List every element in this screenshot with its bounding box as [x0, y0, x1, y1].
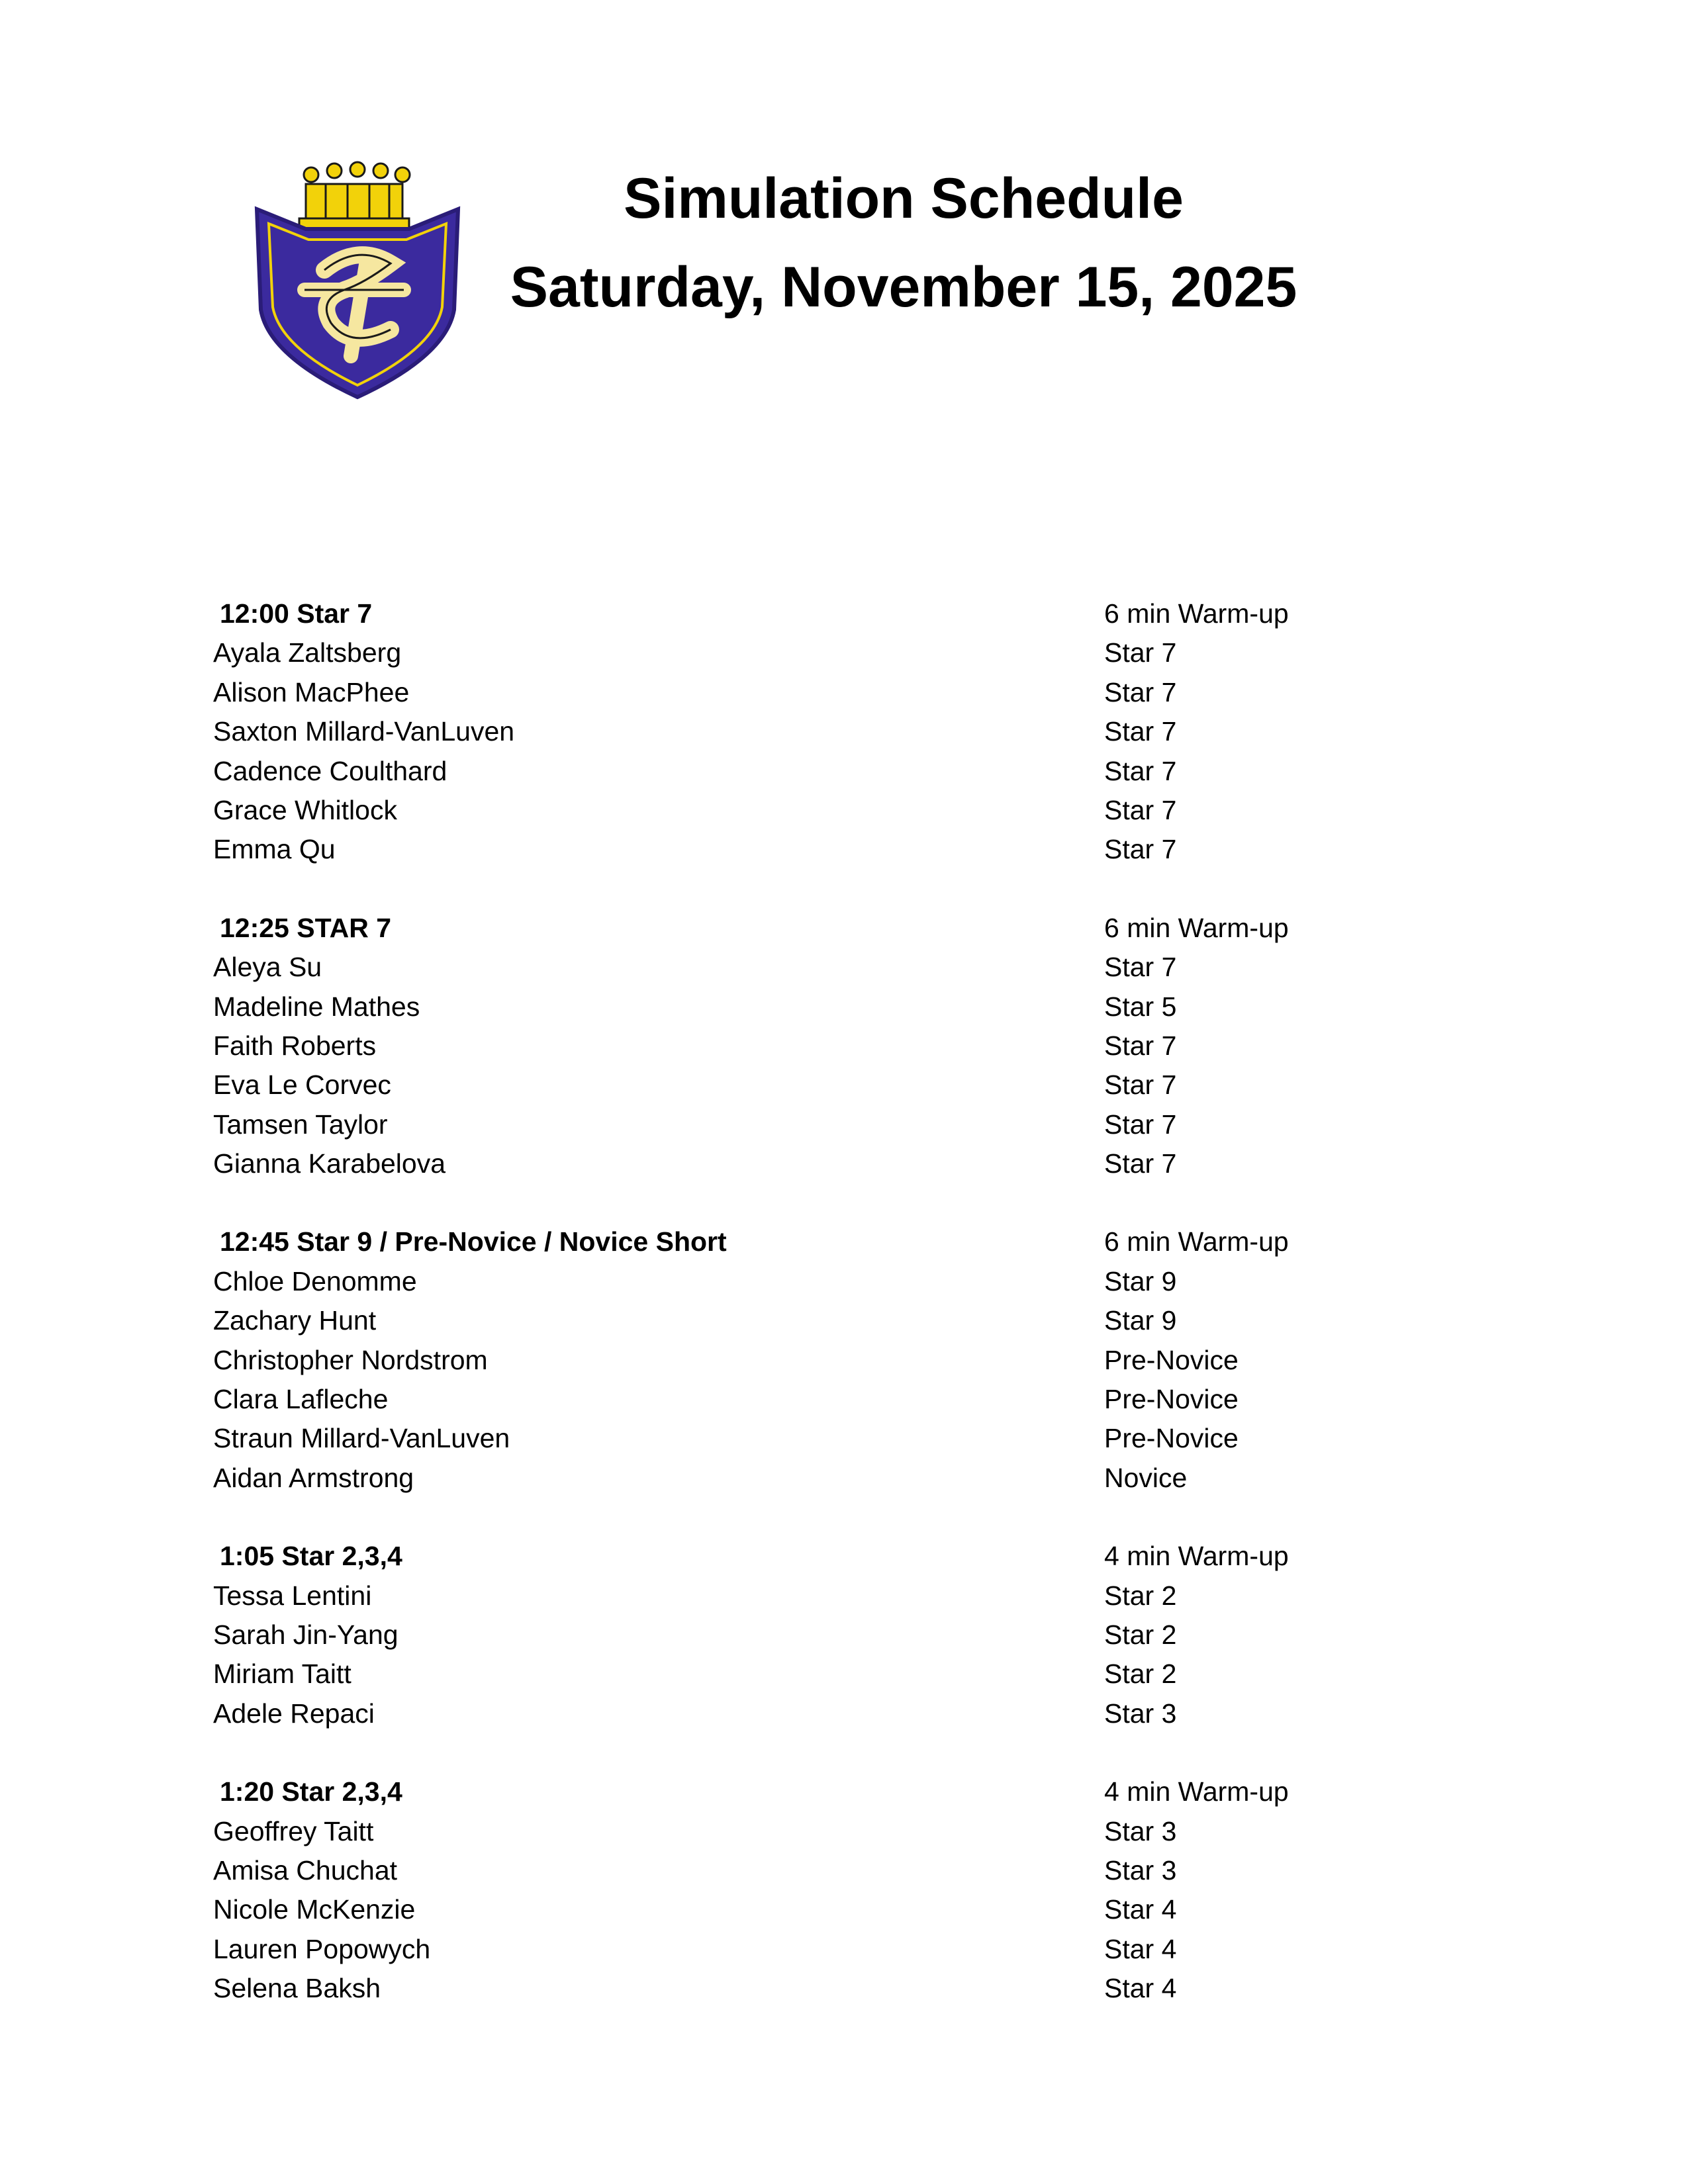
- skater-row: [213, 633, 1471, 672]
- group-time-label: 12:00 Star 7: [220, 598, 373, 629]
- skater-level: Star 4: [1104, 1894, 1177, 1925]
- skater-level: Pre-Novice: [1104, 1423, 1239, 1454]
- skater-row: [213, 752, 1471, 791]
- skater-name: Christopher Nordstrom: [213, 1344, 488, 1375]
- skater-name: Gianna Karabelova: [213, 1148, 446, 1179]
- skater-row: [213, 1459, 1471, 1498]
- skater-row: [213, 1615, 1471, 1655]
- skater-row: [213, 712, 1471, 751]
- skater-row: [213, 1105, 1471, 1144]
- skater-level: Star 9: [1104, 1305, 1177, 1336]
- skater-row: [213, 987, 1471, 1026]
- skater-row: [213, 1812, 1471, 1851]
- skater-name: Aidan Armstrong: [213, 1462, 414, 1493]
- group-header: [213, 909, 1471, 948]
- skater-row: [213, 673, 1471, 712]
- skater-row: [213, 1144, 1471, 1183]
- group-warmup: 4 min Warm-up: [1104, 1541, 1289, 1572]
- skater-name: Geoffrey Taitt: [213, 1815, 374, 1846]
- skater-name: Amisa Chuchat: [213, 1854, 398, 1886]
- skater-row: [213, 1419, 1471, 1458]
- skater-name: Sarah Jin-Yang: [213, 1619, 399, 1650]
- skater-level: Star 2: [1104, 1580, 1177, 1611]
- skater-row: [213, 1341, 1471, 1380]
- schedule-group: [213, 909, 1471, 1184]
- skater-row: [213, 830, 1471, 869]
- skater-level: Star 5: [1104, 991, 1177, 1022]
- skater-level: Star 7: [1104, 952, 1177, 983]
- skater-name: Miriam Taitt: [213, 1659, 352, 1690]
- group-warmup: 6 min Warm-up: [1104, 912, 1289, 943]
- skater-name: Chloe Denomme: [213, 1265, 417, 1297]
- skater-row: [213, 1026, 1471, 1066]
- group-header: [213, 1772, 1471, 1811]
- skater-level: Star 7: [1104, 794, 1177, 825]
- skater-row: [213, 1694, 1471, 1733]
- skater-level: Star 9: [1104, 1265, 1177, 1297]
- skater-level: Star 4: [1104, 1933, 1177, 1964]
- skater-level: Star 3: [1104, 1815, 1177, 1846]
- skater-name: Clara Lafleche: [213, 1384, 389, 1415]
- skater-level: Star 2: [1104, 1659, 1177, 1690]
- skater-level: Novice: [1104, 1462, 1188, 1493]
- skater-name: Straun Millard-VanLuven: [213, 1423, 510, 1454]
- skater-row: [213, 1890, 1471, 1929]
- skater-row: [213, 1066, 1471, 1105]
- skater-level: Star 7: [1104, 676, 1177, 707]
- skater-level: Star 7: [1104, 1030, 1177, 1061]
- skater-level: Star 7: [1104, 716, 1177, 747]
- group-time-label: 12:25 STAR 7: [220, 912, 392, 943]
- skater-name: Emma Qu: [213, 834, 336, 865]
- skater-name: Nicole McKenzie: [213, 1894, 416, 1925]
- group-header: [213, 1222, 1471, 1261]
- skater-name: Grace Whitlock: [213, 794, 397, 825]
- skater-level: Star 7: [1104, 834, 1177, 865]
- skater-level: Pre-Novice: [1104, 1384, 1239, 1415]
- skater-name: Saxton Millard-VanLuven: [213, 716, 515, 747]
- skater-row: [213, 1380, 1471, 1419]
- skater-name: Zachary Hunt: [213, 1305, 377, 1336]
- group-warmup: 4 min Warm-up: [1104, 1776, 1289, 1807]
- page-title: Simulation Schedule: [624, 167, 1184, 230]
- skater-level: Star 2: [1104, 1619, 1177, 1650]
- group-header: [213, 1537, 1471, 1576]
- skater-name: Faith Roberts: [213, 1030, 377, 1061]
- group-time-label: 1:05 Star 2,3,4: [220, 1541, 402, 1572]
- skater-level: Star 3: [1104, 1698, 1177, 1729]
- group-time-label: 12:45 Star 9 / Pre-Novice / Novice Short: [220, 1226, 727, 1257]
- skater-name: Madeline Mathes: [213, 991, 420, 1022]
- skater-row: [213, 1262, 1471, 1301]
- skater-name: Tessa Lentini: [213, 1580, 372, 1611]
- schedule-group: [213, 1772, 1471, 2008]
- skater-level: Pre-Novice: [1104, 1344, 1239, 1375]
- schedule-group: [213, 1537, 1471, 1733]
- schedule-list: [213, 594, 1471, 2048]
- schedule-group: [213, 594, 1471, 870]
- skater-row: [213, 1851, 1471, 1890]
- skater-name: Alison MacPhee: [213, 676, 410, 707]
- group-warmup: 6 min Warm-up: [1104, 598, 1289, 629]
- skater-name: Lauren Popowych: [213, 1933, 431, 1964]
- skater-row: [213, 1301, 1471, 1340]
- group-time-label: 1:20 Star 2,3,4: [220, 1776, 402, 1807]
- schedule-date: Saturday, November 15, 2025: [510, 255, 1297, 319]
- skater-name: Ayala Zaltsberg: [213, 637, 402, 668]
- skater-name: Eva Le Corvec: [213, 1069, 391, 1101]
- crown-icon: [299, 162, 410, 230]
- skater-row: [213, 1969, 1471, 2008]
- skater-name: Selena Baksh: [213, 1973, 381, 2004]
- skater-name: Cadence Coulthard: [213, 755, 447, 786]
- club-crest-logo: [252, 158, 463, 401]
- skater-level: Star 4: [1104, 1973, 1177, 2004]
- skater-row: [213, 1930, 1471, 1969]
- skater-level: Star 7: [1104, 1109, 1177, 1140]
- skater-level: Star 7: [1104, 1148, 1177, 1179]
- skater-level: Star 7: [1104, 755, 1177, 786]
- group-header: [213, 594, 1471, 633]
- skater-level: Star 7: [1104, 637, 1177, 668]
- schedule-group: [213, 1222, 1471, 1498]
- skater-row: [213, 1576, 1471, 1615]
- skater-name: Aleya Su: [213, 952, 322, 983]
- group-warmup: 6 min Warm-up: [1104, 1226, 1289, 1257]
- skater-row: [213, 948, 1471, 987]
- skater-level: Star 3: [1104, 1854, 1177, 1886]
- skater-row: [213, 791, 1471, 830]
- skater-name: Tamsen Taylor: [213, 1109, 388, 1140]
- skater-level: Star 7: [1104, 1069, 1177, 1101]
- skater-row: [213, 1655, 1471, 1694]
- skater-name: Adele Repaci: [213, 1698, 375, 1729]
